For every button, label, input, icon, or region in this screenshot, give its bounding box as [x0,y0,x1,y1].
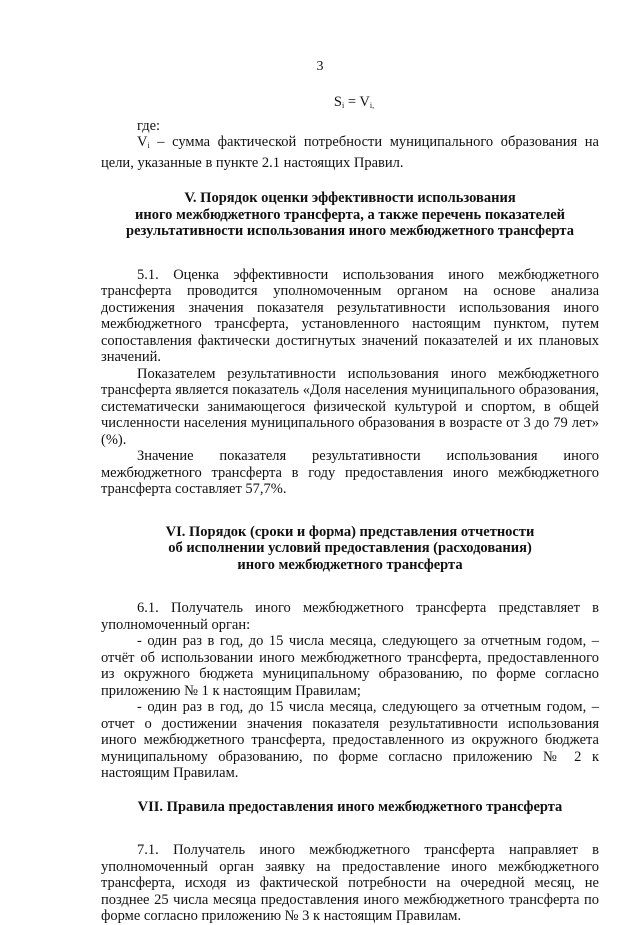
vi-definition [101,134,599,171]
page-number: 3 [316,59,324,74]
section-6-heading-line: VI. Порядок (сроки и форма) представления отчетности [165,523,535,540]
formula-left-sub: i [341,101,345,110]
formula-left: S [333,94,342,110]
section-7-heading [101,799,599,816]
section-5-heading-line: результативности использования иного межбюджетного трансферта [126,223,574,239]
section-5-heading-line: V. Порядок оценки эффективности использования [184,190,516,206]
paragraph-5-indicator: Показателем результативности использования иного межбюджетного трансферта является показатель «Доля населения муниципального образования, систематически занимающегося физической культурой и спортом, в общей численности населения муниципального образования в возрасте от 3 до 79 лет» (%). [101,365,599,448]
formula [101,94,599,115]
vi-symbol-sub: i [147,141,150,150]
document-body [101,94,599,925]
section-6-heading [101,524,599,574]
paragraph-7-1: 7.1. Получатель иного межбюджетного трансферта направляет в уполномоченный орган заявку на предоставление иного межбюджетного трансферта, исходя из фактической потребности на очередной месяц, не позднее 25 числа месяца предоставления иного межбюджетного трансферта по форме согласно приложению № 3 к настоящим Правилам. [101,842,599,924]
formula-right-sub: i, [369,101,375,110]
paragraph-5-1: 5.1. Оценка эффективности использования иного межбюджетного трансферта проводится уполномоченным органом на основе анализа достижения значения показателя результативности использования иного межбюджетного трансферта, установленного настоящим пунктом, путем сопоставления фактически достигнутых значений показателей и их плановых значений. [101,266,599,365]
section-5-heading [101,190,599,240]
vi-symbol: V [137,134,148,150]
formula-eq: = V [344,94,370,110]
paragraph-6-report-2: - один раз в год, до 15 числа месяца, следующего за отчетным годом, – отчет о достижении значения показателя результативности использования иного межбюджетного трансферта, предоставленного из окружного бюджета муниципальному образованию, по форме согласно приложению № 2 к настоящим Правилам. [101,699,599,781]
paragraph-5-value: Значение показателя результативности использования иного межбюджетного трансферта в году предоставления иного межбюджетного трансферта составляет 57,7%. [101,448,599,497]
paragraph-6-1: 6.1. Получатель иного межбюджетного трансферта представляет в уполномоченный орган: [101,600,599,633]
vi-definition-text: – сумма фактической потребности муниципального образования на цели, указанные в пункте 2.1 настоящих Правил. [101,134,599,171]
section-6-heading-line: иного межбюджетного трансферта [237,556,463,573]
section-5-heading-line: иного межбюджетного трансферта, а также перечень показателей [135,206,565,223]
where-label: где: [137,117,161,134]
section-7-heading-line: VII. Правила предоставления иного межбюджетного трансферта [137,798,563,815]
section-6-heading-line: об исполнении условий предоставления (расходования) [168,540,532,556]
paragraph-6-report-1: - один раз в год, до 15 числа месяца, следующего за отчетным годом, – отчёт об использовании иного межбюджетного трансферта, предоставленного из окружного бюджета муниципальному образованию, по форме согласно приложению № 1 к настоящим Правилам; [101,633,599,699]
